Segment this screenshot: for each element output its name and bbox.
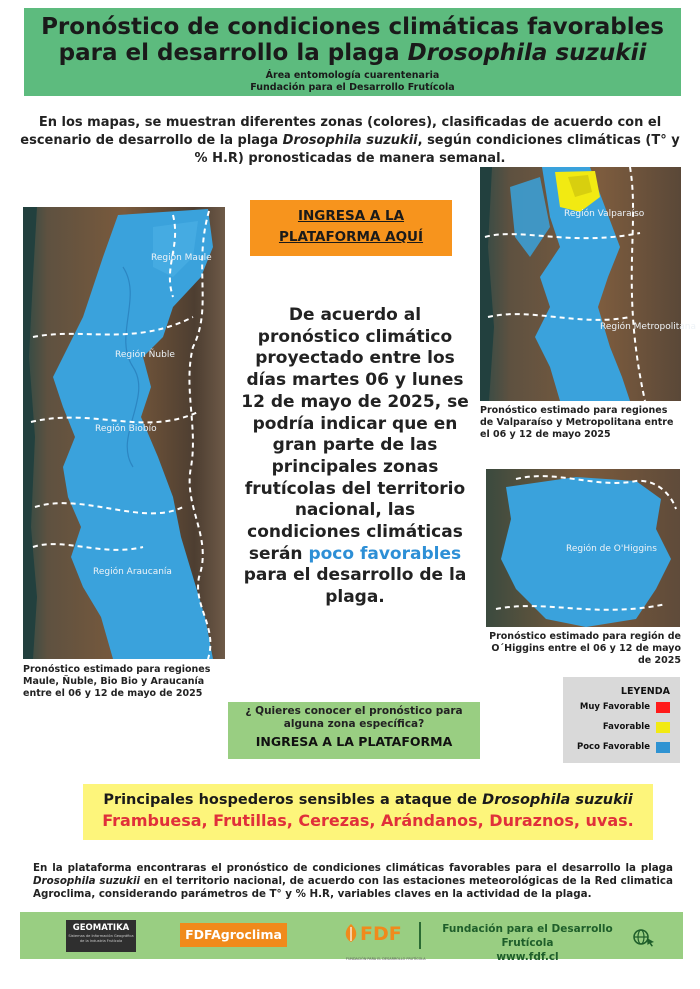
host-title-text: Principales hospederos sensibles a ataque de [103, 792, 483, 808]
map-legend [563, 677, 680, 763]
footer-bar [20, 912, 683, 963]
geomatika-logo[interactable] [66, 920, 136, 952]
geomatika-logo-tagline: Sistemas de Información Geográfica de la Industria Frutícola [68, 934, 134, 943]
legend-swatch-red [656, 702, 670, 713]
forecast-statement [236, 305, 474, 609]
caption-south-map: Pronóstico estimado para regiones Maule, Ñuble, Bio Bio y Araucanía entre el 06 y 12 de mayo de 2025 [23, 664, 211, 699]
map-label-araucania: Región Araucanía [93, 567, 172, 577]
outro-species: Drosophila suzukii [33, 875, 141, 887]
legend-label-favorable: Favorable [602, 722, 650, 732]
legend-item-favorable [563, 717, 680, 737]
fdf-logo[interactable] [342, 921, 426, 961]
web-globe-icon[interactable] [632, 927, 658, 947]
host-plants-list: Frambuesa, Frutillas, Cerezas, Arándanos, Duraznos, uvas. [102, 811, 634, 830]
zone-forecast-button[interactable] [228, 702, 480, 759]
legend-item-muy-favorable [563, 697, 680, 717]
map-label-biobio: Región Biobío [95, 424, 157, 434]
fdf-logo-text: FDF [360, 923, 402, 945]
forecast-text-1: De acuerdo al pronóstico climático proyectado entre los días martes 06 y lunes 12 de mayo de 2025, se podría indicar que en gran parte de las principales zonas frutícolas del territorio nacional, las condiciones climáticas serán [241, 305, 469, 564]
host-plants-title [83, 790, 653, 810]
platform-description [33, 862, 673, 901]
page-title [24, 14, 681, 66]
host-plants-box [83, 784, 653, 840]
map-label-nuble: Región Ñuble [115, 350, 175, 360]
caption-ohiggins-map: Pronóstico estimado para región de O´Higgins entre el 06 y 12 de mayo de 2025 [489, 631, 681, 666]
fdf-leaf-icon [342, 922, 360, 944]
caption-north-map: Pronóstico estimado para regiones de Valparaíso y Metropolitana entre el 06 y 12 de mayo 2025 [480, 405, 674, 440]
title-line-1: Pronóstico de condiciones climáticas favorables [41, 14, 664, 40]
map-label-maule: Región Maule [151, 253, 212, 263]
forecast-text-2: para el desarrollo de la plaga. [243, 565, 467, 608]
outro-text-1: En la plataforma encontraras el pronóstico de condiciones climáticas favorables para el desarrollo la plaga [33, 862, 673, 874]
forecast-highlight: poco favorables [308, 543, 462, 564]
geomatika-logo-name: GEOMATIKA [72, 923, 130, 933]
zone-forecast-question: ¿ Quieres conocer el pronóstico para alguna zona específica? [245, 705, 463, 730]
map-ohiggins-image [486, 469, 680, 627]
subtitle-area: Área entomología cuarentenaria [265, 70, 440, 81]
platform-link-line-1: INGRESA A LA [297, 208, 405, 224]
zone-forecast-action: INGRESA A LA PLATAFORMA [255, 734, 453, 749]
map-south-regions [23, 207, 225, 659]
platform-link-line-2: PLATAFORMA AQUÍ [278, 229, 424, 245]
map-south-image [23, 207, 225, 659]
host-title-species: Drosophila suzukii [482, 792, 633, 808]
map-label-metropolitana: Región Metropolitana [600, 322, 696, 332]
map-north-regions [480, 167, 696, 401]
intro-text-1: En los mapas, se muestran diferentes zonas (colores), clasificadas de acuerdo con el escenario de desarrollo de la plaga [20, 115, 662, 148]
footer-divider [419, 922, 421, 949]
footer-organization [425, 922, 630, 964]
map-north-image [480, 167, 696, 401]
map-label-valparaiso: Región Valparaíso [564, 209, 645, 219]
map-label-ohiggins: Región de O'Higgins [566, 544, 657, 554]
agroclima-logo[interactable]: FDFAgroclima [180, 923, 287, 947]
outro-text-2: en el territorio nacional, de acuerdo con las estaciones meteorológicas de la Red climatica Agroclima, considerando parámetros de T° y % H.R, variables claves en la actividad de la plaga. [33, 875, 673, 900]
platform-link-button[interactable] [250, 200, 452, 256]
header-banner [24, 8, 681, 96]
title-species: Drosophila suzukii [407, 40, 647, 66]
legend-swatch-yellow [656, 722, 670, 733]
legend-swatch-blue [656, 742, 670, 753]
intro-species: Drosophila suzukii [282, 133, 418, 148]
legend-label-muy-favorable: Muy Favorable [579, 702, 650, 712]
intro-paragraph [20, 114, 680, 168]
footer-org-name: Fundación para el Desarrollo Frutícola [442, 923, 613, 949]
legend-item-poco-favorable [563, 737, 680, 757]
legend-label-poco-favorable: Poco Favorable [576, 742, 650, 752]
fdf-logo-tagline: FUNDACIÓN PARA EL DESARROLLO FRUTÍCOLA [346, 957, 426, 961]
subtitle-foundation: Fundación para el Desarrollo Frutícola [250, 82, 455, 93]
title-line-2: para el desarrollo la plaga [58, 40, 408, 66]
footer-website-link[interactable]: www.fdf.cl [496, 951, 559, 963]
legend-title: LEYENDA [620, 686, 670, 697]
intro-text-2: , según condiciones climáticas (T° y % H.R) pronosticadas de manera semanal. [194, 133, 680, 166]
map-ohiggins-region [486, 469, 680, 627]
